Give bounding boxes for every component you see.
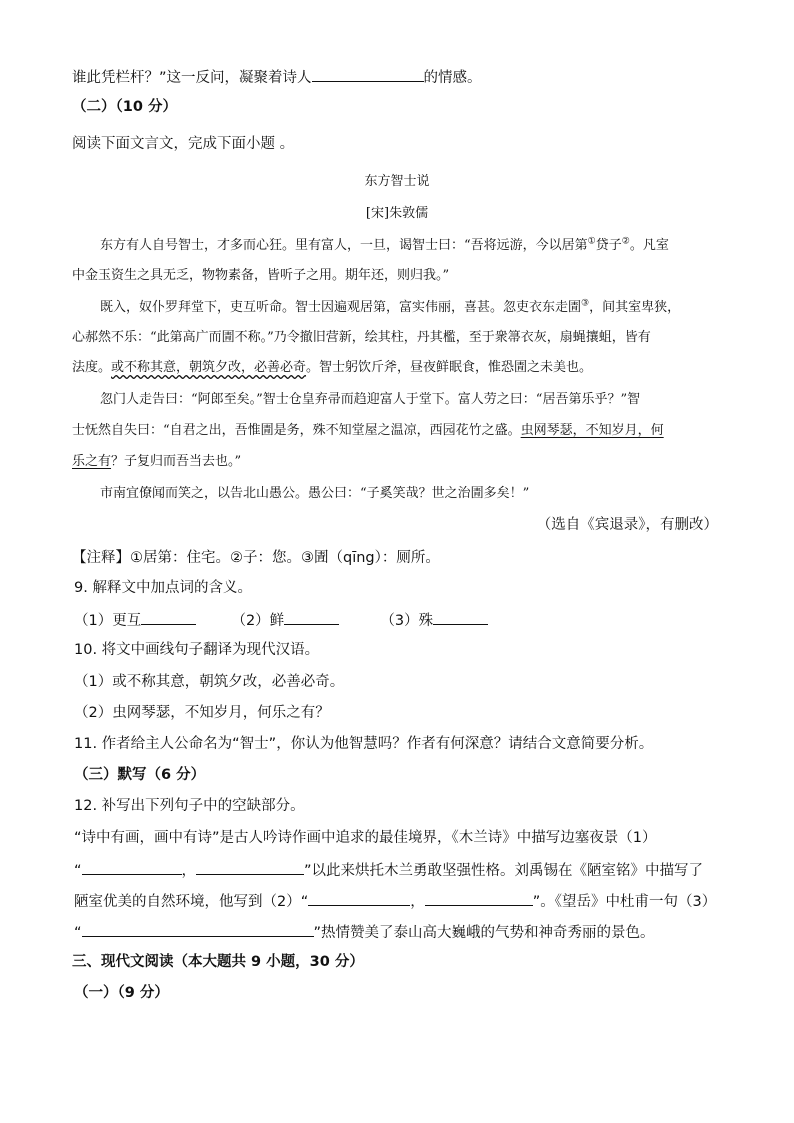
passage-title: 东方智士说 — [364, 174, 430, 189]
passage-line — [100, 298, 680, 318]
q9-item-3: （3）殊 — [380, 613, 434, 629]
q12-line — [74, 921, 655, 943]
footnote-marker: ③ — [581, 298, 590, 309]
passage-text: ？子复归而吾当去也。” — [111, 454, 242, 469]
passage-line: 忽门人走告曰：“阿郎至矣。”智士仓皇弃帚而趋迎富人于堂下。富人劳之曰：“居吾第乐乎？”智 — [100, 392, 641, 407]
answer-blank — [425, 890, 533, 906]
question-11-stem: 11. 作者给主人公命名为“智士”，你认为他智慧吗？作者有何深意？请结合文意简要分析。 — [74, 736, 654, 752]
section-heading: （一）（9 分） — [74, 985, 169, 1001]
q12-text: ”。《望岳》中杜甫一句（3） — [532, 894, 717, 910]
answer-blank — [284, 609, 339, 625]
passage-line — [72, 421, 664, 441]
passage-text: ，间其室卑狭， — [589, 300, 681, 315]
footnote-marker: ② — [621, 236, 630, 247]
section-heading: （二）（10 分） — [72, 99, 177, 115]
question-10-stem: 10. 将文中画线句子翻译为现代汉语。 — [74, 642, 320, 658]
underlined-sentence: 或不称其意，朝筑夕改，必善必奇 — [111, 360, 307, 375]
q9-item-2: （2）鲜 — [231, 613, 285, 629]
question-12-stem: 12. 补写出下列句子中的空缺部分。 — [74, 798, 305, 814]
passage-line — [72, 452, 241, 472]
passage-text: 东方有人自号智士，才多而心狂。里有富人，一旦，谒智士曰：“吾将远游，今以居第 — [100, 238, 588, 253]
q12-text: “ — [74, 863, 82, 879]
passage-line — [100, 236, 669, 256]
q12-text: ， — [181, 863, 197, 879]
answer-blank — [82, 921, 314, 937]
passage-line — [72, 358, 592, 378]
top-line-tail: 的情感。 — [423, 70, 482, 86]
answer-blank — [308, 890, 410, 906]
passage-author: [宋]朱敦儒 — [365, 206, 429, 221]
passage-line: 市南宜僚闻而笑之，以告北山愚公。愚公曰：“子奚笑哉？世之治圊多矣！” — [100, 486, 530, 501]
q12-text: ”热情赞美了泰山高大巍峨的气势和神奇秀丽的景色。 — [313, 925, 655, 941]
q9-item-1: （1）更互 — [74, 613, 142, 629]
answer-blank — [82, 859, 182, 875]
top-line — [72, 66, 482, 88]
question-10-sentence-2: （2）虫网琴瑟，不知岁月，何乐之有？ — [74, 705, 330, 721]
q12-line: “诗中有画，画中有诗”是古人吟诗作画中追求的最佳境界，《木兰诗》中描写边塞夜景（1） — [74, 830, 657, 846]
question-9-items — [74, 609, 488, 631]
passage-source: （选自《宾退录》，有删改） — [536, 517, 718, 533]
passage-text: 。凡室 — [629, 238, 669, 253]
q12-text: ”以此来烘托木兰勇敢坚强性格。刘禹锡在《陋室铭》中描写了 — [304, 863, 704, 879]
footnote-marker: ① — [587, 236, 596, 247]
passage-line: 中金玉资生之具无乏，物物素备，皆听子之用。期年还，则归我。” — [72, 268, 450, 283]
q12-line — [74, 859, 703, 881]
part-heading: 三、现代文阅读（本大题共 9 小题，30 分） — [72, 954, 364, 970]
underlined-sentence: 乐之有 — [72, 454, 112, 469]
q12-text: “ — [74, 925, 82, 941]
passage-line: 心郝然不乐：“此第高广而圊不称。”乃令撤旧营新，绘其柱，丹其檻，至于衆箒衣灰，扇蝇攘蛆，皆有 — [72, 330, 651, 345]
instruction: 阅读下面文言文，完成下面小题 。 — [72, 136, 295, 152]
annotation-note: 【注释】①居第：住宅。②子：您。③圊（qīng）：厕所。 — [72, 550, 440, 566]
answer-blank — [196, 859, 304, 875]
passage-text: 贷子 — [595, 238, 622, 253]
passage-text: 法度。 — [72, 360, 112, 375]
passage-text: 。智士躬饮斤斧，昼夜鲜眠食，惟恐圊之未美也。 — [306, 360, 593, 375]
question-9-stem: 9. 解释文中加点词的含义。 — [74, 580, 252, 596]
section-heading: （三）默写（6 分） — [74, 767, 206, 783]
answer-blank — [141, 609, 196, 625]
q12-text: 陋室优美的自然环境，他写到（2）“ — [74, 894, 309, 910]
answer-blank — [433, 609, 488, 625]
underlined-sentence: 虫网琴瑟，不知岁月，何 — [520, 423, 664, 438]
top-line-text: 谁此凭栏杆？”这一反问，凝聚着诗人 — [72, 70, 312, 86]
answer-blank — [312, 66, 424, 82]
passage-text: 士怃然自失曰：“自君之出，吾惟圊是务，殊不知堂屋之温凉，西园花竹之盛。 — [72, 423, 521, 438]
q12-text: ， — [410, 894, 425, 910]
q12-line — [74, 890, 716, 912]
passage-text: 既入，奴仆罗拜堂下，吏互听命。智士因遍观居第，富实伟丽，喜甚。忽吏衣东走圊 — [100, 300, 582, 315]
question-10-sentence-1: （1）或不称其意，朝筑夕改，必善必奇。 — [74, 674, 345, 690]
